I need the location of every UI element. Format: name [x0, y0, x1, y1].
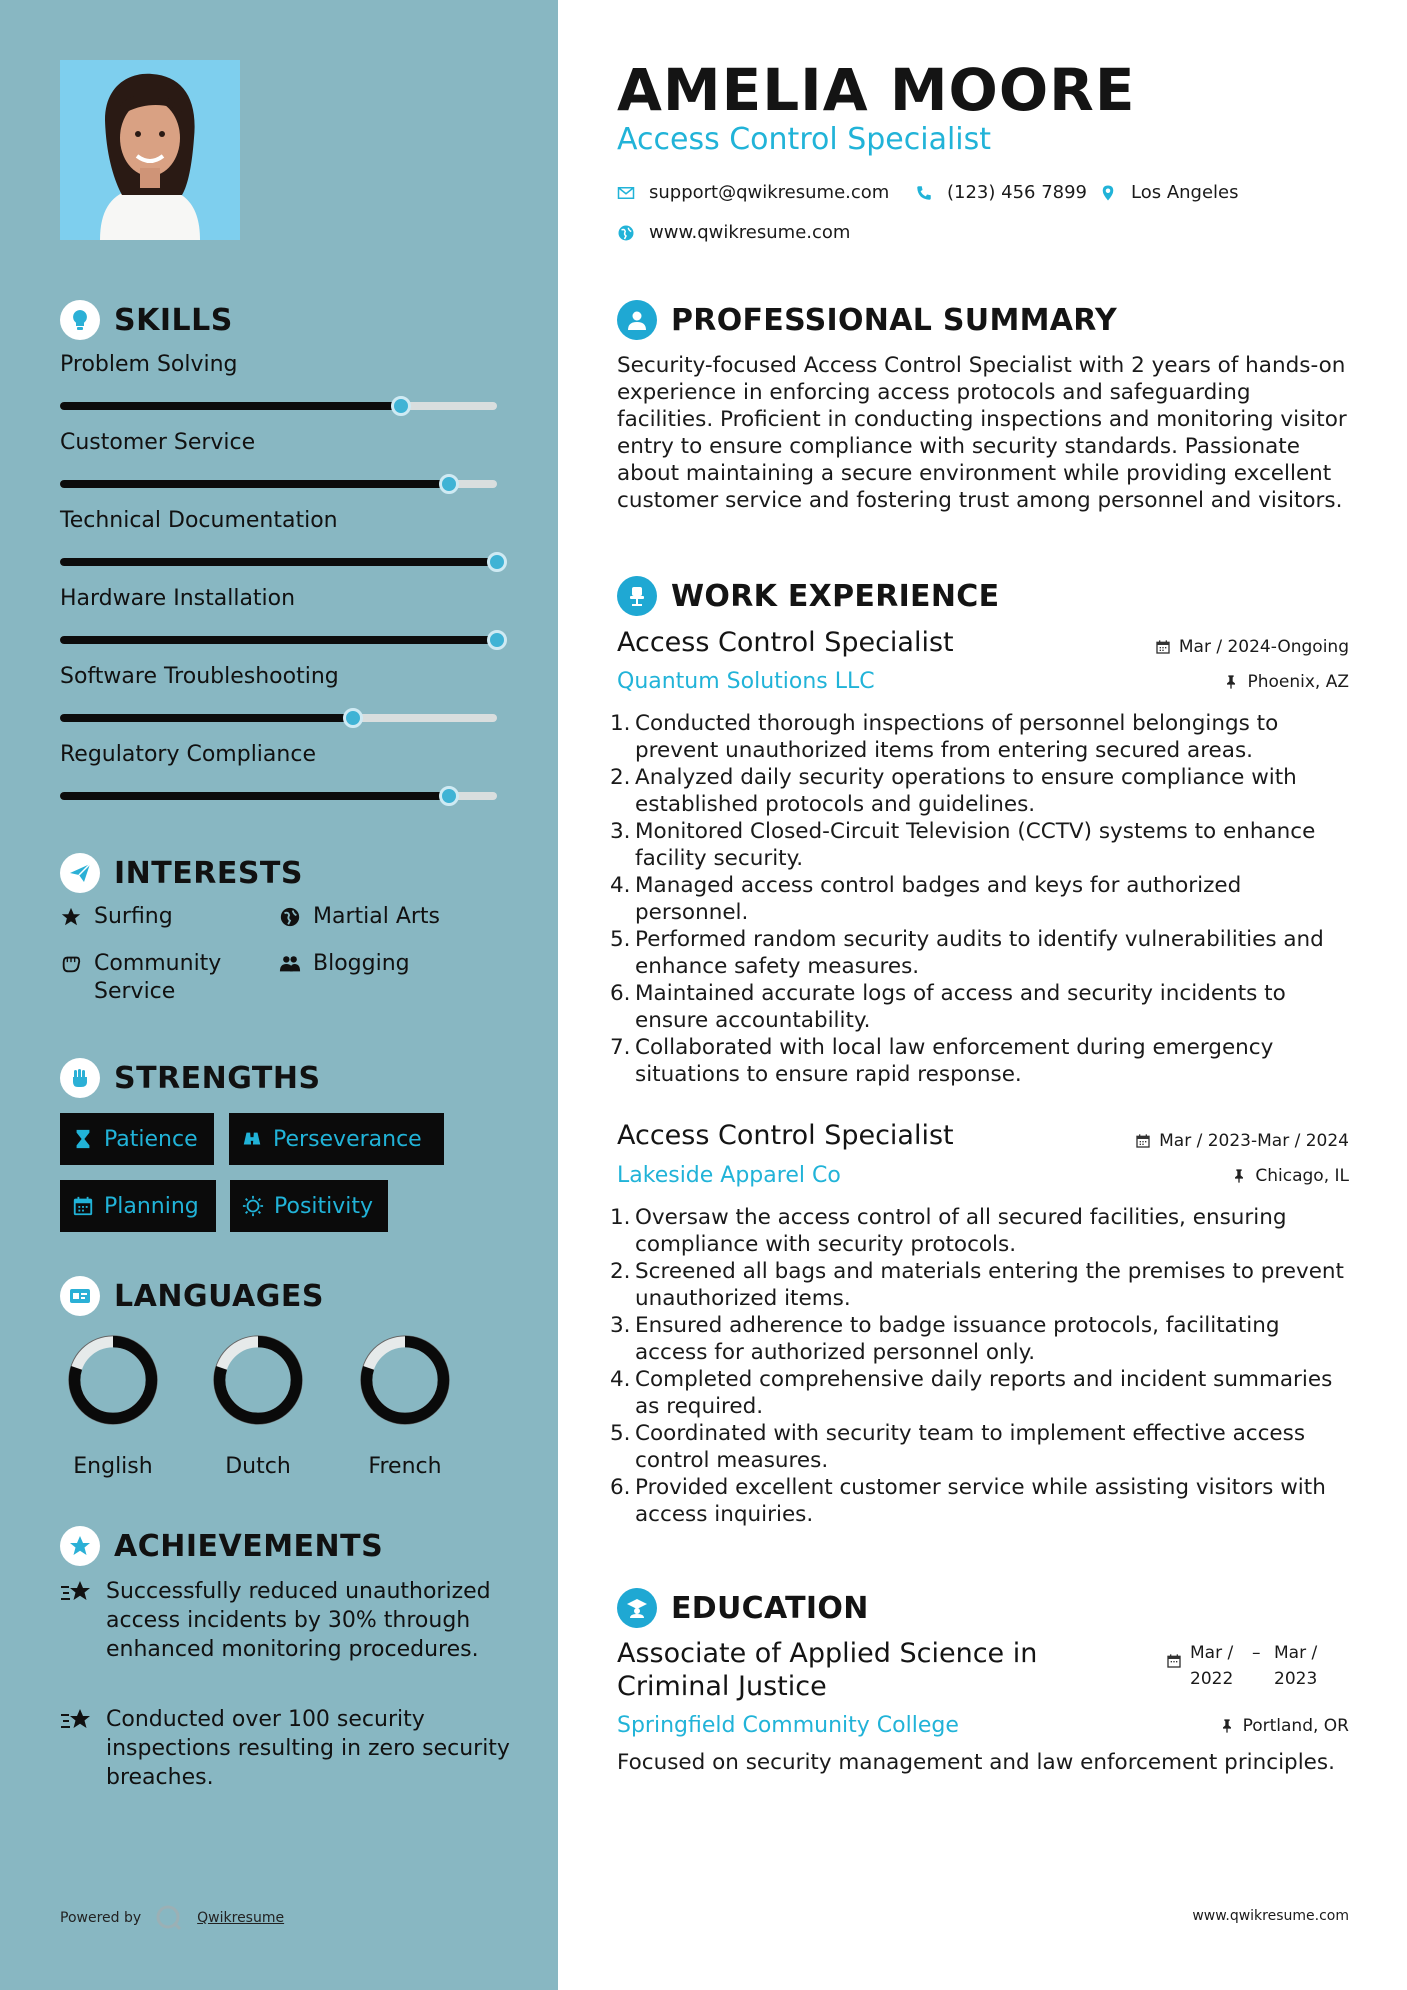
interest-label: Community Service — [94, 951, 222, 1004]
candidate-role: Access Control Specialist — [617, 122, 992, 157]
skill-bar-fill — [60, 714, 353, 722]
achievements-title: ACHIEVEMENTS — [114, 1528, 384, 1564]
responsibility-item — [610, 926, 1350, 980]
interest-label: Surfing — [94, 904, 173, 929]
hourglass-icon — [72, 1128, 94, 1150]
skill-bar-fill — [60, 792, 449, 800]
skill-bar-knob — [487, 630, 507, 650]
achievement-text: Conducted over 100 security inspections resulting in zero security breaches. — [106, 1707, 510, 1790]
office-chair-icon — [617, 576, 657, 616]
skills-title: SKILLS — [114, 302, 233, 338]
strength-label: Perseverance — [273, 1126, 422, 1152]
school-name: Springfield Community College — [617, 1713, 959, 1738]
interest-item — [279, 950, 410, 978]
responsibility-item — [610, 1420, 1350, 1474]
skill-bar-fill — [60, 558, 497, 566]
achievement-text: Successfully reduced unauthorized access incidents by 30% through enhanced monitoring procedures. — [106, 1579, 491, 1662]
strength-badge — [229, 1113, 444, 1165]
job-location-text: Phoenix, AZ — [1247, 672, 1349, 692]
language-donut — [65, 1332, 161, 1428]
interest-item — [279, 903, 440, 931]
calendar-icon — [1155, 639, 1171, 655]
skill-name: Regulatory Compliance — [60, 742, 316, 767]
skill-item — [60, 352, 500, 377]
phone-icon — [915, 184, 933, 202]
item-text: Collaborated with local law enforcement during emergency situations to ensure rapid response. — [635, 1035, 1274, 1087]
skill-bar — [60, 558, 497, 566]
responsibility-item — [610, 764, 1350, 818]
job-company: Lakeside Apparel Co — [617, 1163, 841, 1188]
education-date — [1166, 1640, 1334, 1692]
globe-icon — [279, 906, 301, 928]
job-title: Access Control Specialist — [617, 1120, 954, 1151]
strength-badge — [60, 1113, 214, 1165]
shooting-star-icon — [60, 1579, 94, 1607]
graduate-icon — [617, 1588, 657, 1628]
user-icon — [617, 300, 657, 340]
star-badge-icon — [60, 1526, 100, 1566]
calendar-icon — [72, 1195, 94, 1217]
language-donut — [357, 1332, 453, 1428]
footer-website[interactable]: www.qwikresume.com — [1192, 1908, 1349, 1924]
experience-title: WORK EXPERIENCE — [671, 578, 1000, 614]
contact-location — [1099, 182, 1239, 203]
item-text: Ensured adherence to badge issuance protocols, facilitating access for authorized personnel only. — [635, 1313, 1280, 1365]
item-text: Screened all bags and materials entering the premises to prevent unauthorized items. — [635, 1259, 1344, 1311]
pushpin-icon — [1223, 674, 1239, 690]
skill-bar — [60, 480, 497, 488]
envelope-icon — [617, 184, 635, 202]
skill-bar-knob — [439, 786, 459, 806]
strength-badge — [230, 1180, 388, 1232]
responsibility-item — [610, 872, 1350, 926]
date-separator: – — [1252, 1643, 1261, 1663]
strength-label: Positivity — [274, 1193, 374, 1219]
skill-bar — [60, 402, 497, 410]
powered-by-label: Powered by — [60, 1910, 142, 1926]
job-date-text: Mar / 2023-Mar / 2024 — [1159, 1131, 1349, 1151]
skill-item — [60, 664, 500, 689]
skill-name: Customer Service — [60, 430, 256, 455]
item-text: Oversaw the access control of all secured facilities, ensuring compliance with security protocols. — [635, 1205, 1287, 1257]
job-company: Quantum Solutions LLC — [617, 669, 875, 694]
responsibility-item — [610, 710, 1350, 764]
skill-item — [60, 742, 500, 767]
responsibility-item — [610, 1312, 1350, 1366]
sidebar — [0, 0, 558, 1990]
job-responsibilities — [610, 710, 1350, 1088]
job-date — [1155, 637, 1349, 657]
responsibility-item — [610, 980, 1350, 1034]
experience-heading — [617, 576, 999, 616]
job-location — [1223, 672, 1349, 692]
interest-label: Blogging — [313, 951, 410, 976]
job-location — [1231, 1166, 1349, 1186]
item-text: Coordinated with security team to implement effective access control measures. — [635, 1421, 1306, 1473]
contact-email[interactable] — [617, 182, 889, 203]
lightbulb-icon — [60, 300, 100, 340]
item-text: Completed comprehensive daily reports and incident summaries as required. — [635, 1367, 1333, 1419]
item-text: Analyzed daily security operations to ensure compliance with established protocols and guidelines. — [635, 765, 1297, 817]
job-title: Access Control Specialist — [617, 627, 954, 658]
skill-name: Problem Solving — [60, 352, 238, 377]
interests-title: INTERESTS — [114, 855, 303, 891]
strengths-title: STRENGTHS — [114, 1060, 321, 1096]
job-date-text: Mar / 2024-Ongoing — [1178, 637, 1349, 657]
responsibility-item — [610, 1034, 1350, 1088]
interest-item — [60, 950, 260, 1006]
powered-by — [60, 1904, 284, 1932]
language-item — [198, 1332, 318, 1479]
item-number: 6. — [610, 1475, 631, 1500]
skill-bar-knob — [439, 474, 459, 494]
degree-title: Associate of Applied Science in Criminal Justice — [617, 1638, 1038, 1702]
item-number: 3. — [610, 1313, 631, 1338]
strengths-heading — [60, 1058, 321, 1098]
item-number: 1. — [610, 1205, 631, 1230]
item-number: 3. — [610, 819, 631, 844]
contact-website[interactable] — [617, 222, 850, 243]
item-number: 1. — [610, 711, 631, 736]
item-number: 2. — [610, 1259, 631, 1284]
interest-label: Martial Arts — [313, 904, 441, 929]
education-title: EDUCATION — [671, 1590, 869, 1626]
skill-item — [60, 508, 500, 533]
item-number: 5. — [610, 1421, 631, 1446]
hand-icon — [60, 953, 82, 975]
users-icon — [279, 953, 301, 975]
interests-heading — [60, 853, 303, 893]
binoculars-icon — [241, 1128, 263, 1150]
strength-label: Planning — [104, 1193, 199, 1219]
summary-text: Security-focused Access Control Specialist with 2 years of hands-on experience in enforcing access protocols and safeguarding facilities. Proficient in conducting inspections and monitoring visitor entry to ensure compliance with security standards. Passionate about maintaining a secure environment while providing excellent customer service and fostering trust among personnel and visitors. — [617, 353, 1347, 513]
strength-label: Patience — [104, 1126, 198, 1152]
pushpin-icon — [1219, 1718, 1235, 1734]
fist-icon — [60, 1058, 100, 1098]
strength-badge — [60, 1180, 216, 1232]
item-number: 6. — [610, 981, 631, 1006]
responsibility-item — [610, 1474, 1350, 1528]
language-name: French — [368, 1454, 442, 1479]
shooting-star-icon — [60, 1707, 94, 1735]
skill-item — [60, 430, 500, 455]
qwikresume-link[interactable]: Qwikresume — [197, 1910, 285, 1926]
language-name: English — [73, 1454, 153, 1479]
item-text: Performed random security audits to identify vulnerabilities and enhance safety measures. — [635, 927, 1324, 979]
responsibility-item — [610, 1258, 1350, 1312]
item-number: 7. — [610, 1035, 631, 1060]
map-pin-icon — [1099, 184, 1117, 202]
profile-photo — [60, 60, 240, 240]
skill-item — [60, 586, 500, 611]
email-text: support@qwikresume.com — [649, 182, 890, 203]
language-name: Dutch — [225, 1454, 291, 1479]
skill-bar-fill — [60, 480, 449, 488]
skill-bar-fill — [60, 636, 497, 644]
skill-bar-knob — [391, 396, 411, 416]
responsibility-item — [610, 1366, 1350, 1420]
item-number: 4. — [610, 873, 631, 898]
item-text: Maintained accurate logs of access and security incidents to ensure accountability. — [635, 981, 1286, 1033]
skill-bar-knob — [487, 552, 507, 572]
education-description: Focused on security management and law enforcement principles. — [617, 1750, 1335, 1775]
contact-phone[interactable] — [915, 182, 1087, 203]
education-date-start: Mar / 2022 — [1190, 1643, 1234, 1689]
education-location — [1219, 1716, 1349, 1736]
item-number: 2. — [610, 765, 631, 790]
skill-bar — [60, 636, 497, 644]
skill-name: Technical Documentation — [60, 508, 338, 533]
qwikresume-logo-icon — [155, 1904, 183, 1932]
calendar-icon — [1135, 1133, 1151, 1149]
pushpin-icon — [1231, 1168, 1247, 1184]
item-number: 4. — [610, 1367, 631, 1392]
sun-icon — [242, 1195, 264, 1217]
phone-text: (123) 456 7899 — [947, 182, 1088, 203]
skill-name: Hardware Installation — [60, 586, 296, 611]
responsibility-item — [610, 818, 1350, 872]
skill-bar-fill — [60, 402, 401, 410]
skill-bar — [60, 792, 497, 800]
languages-heading — [60, 1276, 324, 1316]
job-location-text: Chicago, IL — [1255, 1166, 1349, 1186]
id-card-icon — [60, 1276, 100, 1316]
summary-heading — [617, 300, 1117, 340]
achievement-item — [60, 1577, 510, 1664]
item-text: Managed access control badges and keys for authorized personnel. — [635, 873, 1242, 925]
item-text: Provided excellent customer service while assisting visitors with access inquiries. — [635, 1475, 1326, 1527]
education-date-end: Mar / 2023 — [1274, 1643, 1318, 1689]
languages-title: LANGUAGES — [114, 1278, 324, 1314]
job-date — [1135, 1131, 1349, 1151]
skills-heading — [60, 300, 233, 340]
language-item — [345, 1332, 465, 1479]
achievements-heading — [60, 1526, 383, 1566]
achievement-item — [60, 1705, 510, 1792]
candidate-name: AMELIA MOORE — [617, 56, 1136, 124]
interest-item — [60, 903, 173, 931]
location-text: Los Angeles — [1131, 182, 1239, 203]
language-donut — [210, 1332, 306, 1428]
summary-title: PROFESSIONAL SUMMARY — [671, 302, 1118, 338]
item-number: 5. — [610, 927, 631, 952]
skill-bar-knob — [343, 708, 363, 728]
responsibility-item — [610, 1204, 1350, 1258]
paper-plane-icon — [60, 853, 100, 893]
education-heading — [617, 1588, 869, 1628]
language-item — [53, 1332, 173, 1479]
globe-icon — [617, 224, 635, 242]
education-location-text: Portland, OR — [1242, 1716, 1349, 1736]
skill-name: Software Troubleshooting — [60, 664, 339, 689]
job-responsibilities — [610, 1204, 1350, 1528]
item-text: Monitored Closed-Circuit Television (CCTV) systems to enhance facility security. — [635, 819, 1316, 871]
star-icon — [60, 906, 82, 928]
calendar-icon — [1166, 1653, 1182, 1669]
skill-bar — [60, 714, 497, 722]
website-text: www.qwikresume.com — [649, 222, 851, 243]
item-text: Conducted thorough inspections of personnel belongings to prevent unauthorized items from entering secured areas. — [635, 711, 1279, 763]
